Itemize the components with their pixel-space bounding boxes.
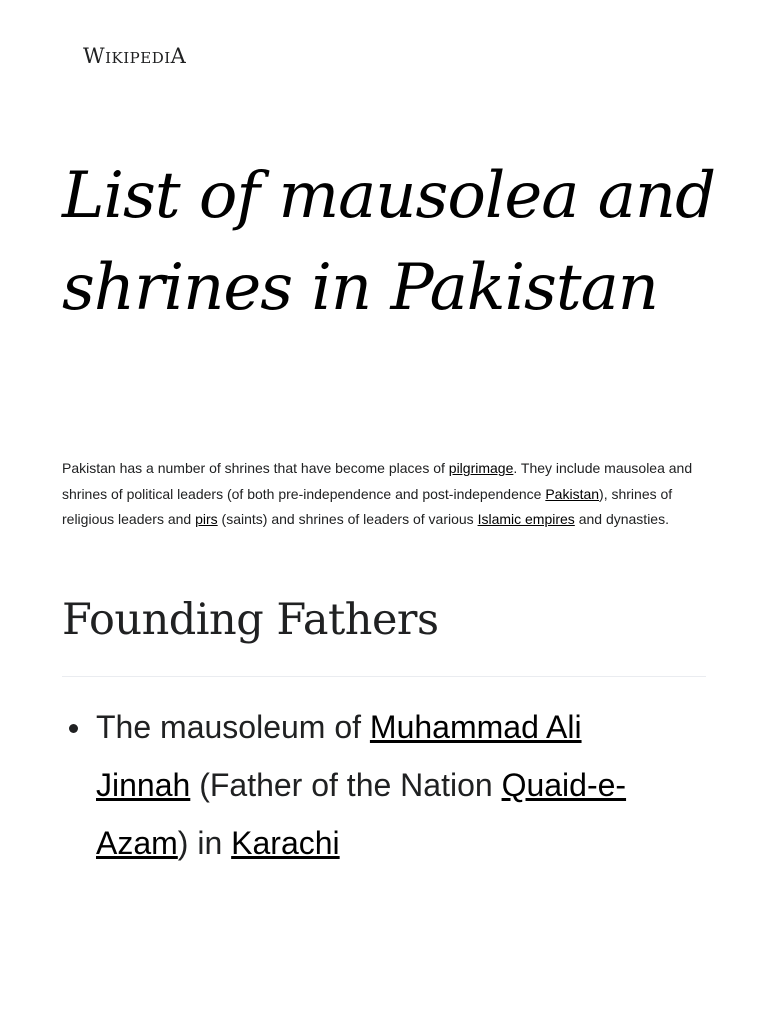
item-text-1: The mausoleum of <box>96 709 370 745</box>
list-item <box>62 698 682 872</box>
section-heading-founding-fathers[interactable]: Founding Fathers <box>62 595 439 645</box>
wikipedia-wordmark[interactable] <box>83 44 186 68</box>
link-quaid-e-azam[interactable]: Quaid-e-Azam <box>96 767 627 861</box>
intro-text-5: and dynasties. <box>574 511 669 527</box>
intro-text-2: . They include mausolea and shrines of political leaders (of both pre-independence and post-independence <box>62 460 693 502</box>
logo-letter-a: A <box>170 44 187 68</box>
link-pilgrimage[interactable]: pilgrimage <box>448 460 514 476</box>
item-text-3: ) in <box>177 825 232 861</box>
link-karachi[interactable]: Karachi <box>231 825 340 861</box>
link-islamic-empires[interactable]: Islamic empires <box>477 511 575 527</box>
logo-letters-ikipedi: IKIPEDI <box>105 49 171 67</box>
link-pirs[interactable]: pirs <box>195 511 218 527</box>
link-pakistan[interactable]: Pakistan <box>545 485 600 502</box>
bullet-icon <box>69 724 78 733</box>
intro-paragraph <box>62 456 712 533</box>
section-divider <box>62 676 706 677</box>
founding-fathers-list <box>62 698 682 872</box>
item-text-2: (Father of the Nation <box>190 767 502 803</box>
link-muhammad-ali-jinnah[interactable]: Muhammad Ali Jinnah <box>96 709 582 803</box>
intro-text-3: ), shrines of religious leaders and <box>62 485 673 527</box>
logo-letter-w: W <box>83 44 106 68</box>
page-title: List of mausolea and shrines in Pakistan <box>62 159 716 325</box>
intro-text-4: (saints) and shrines of leaders of various <box>217 511 478 527</box>
intro-text-1: Pakistan has a number of shrines that have become places of <box>62 460 449 476</box>
